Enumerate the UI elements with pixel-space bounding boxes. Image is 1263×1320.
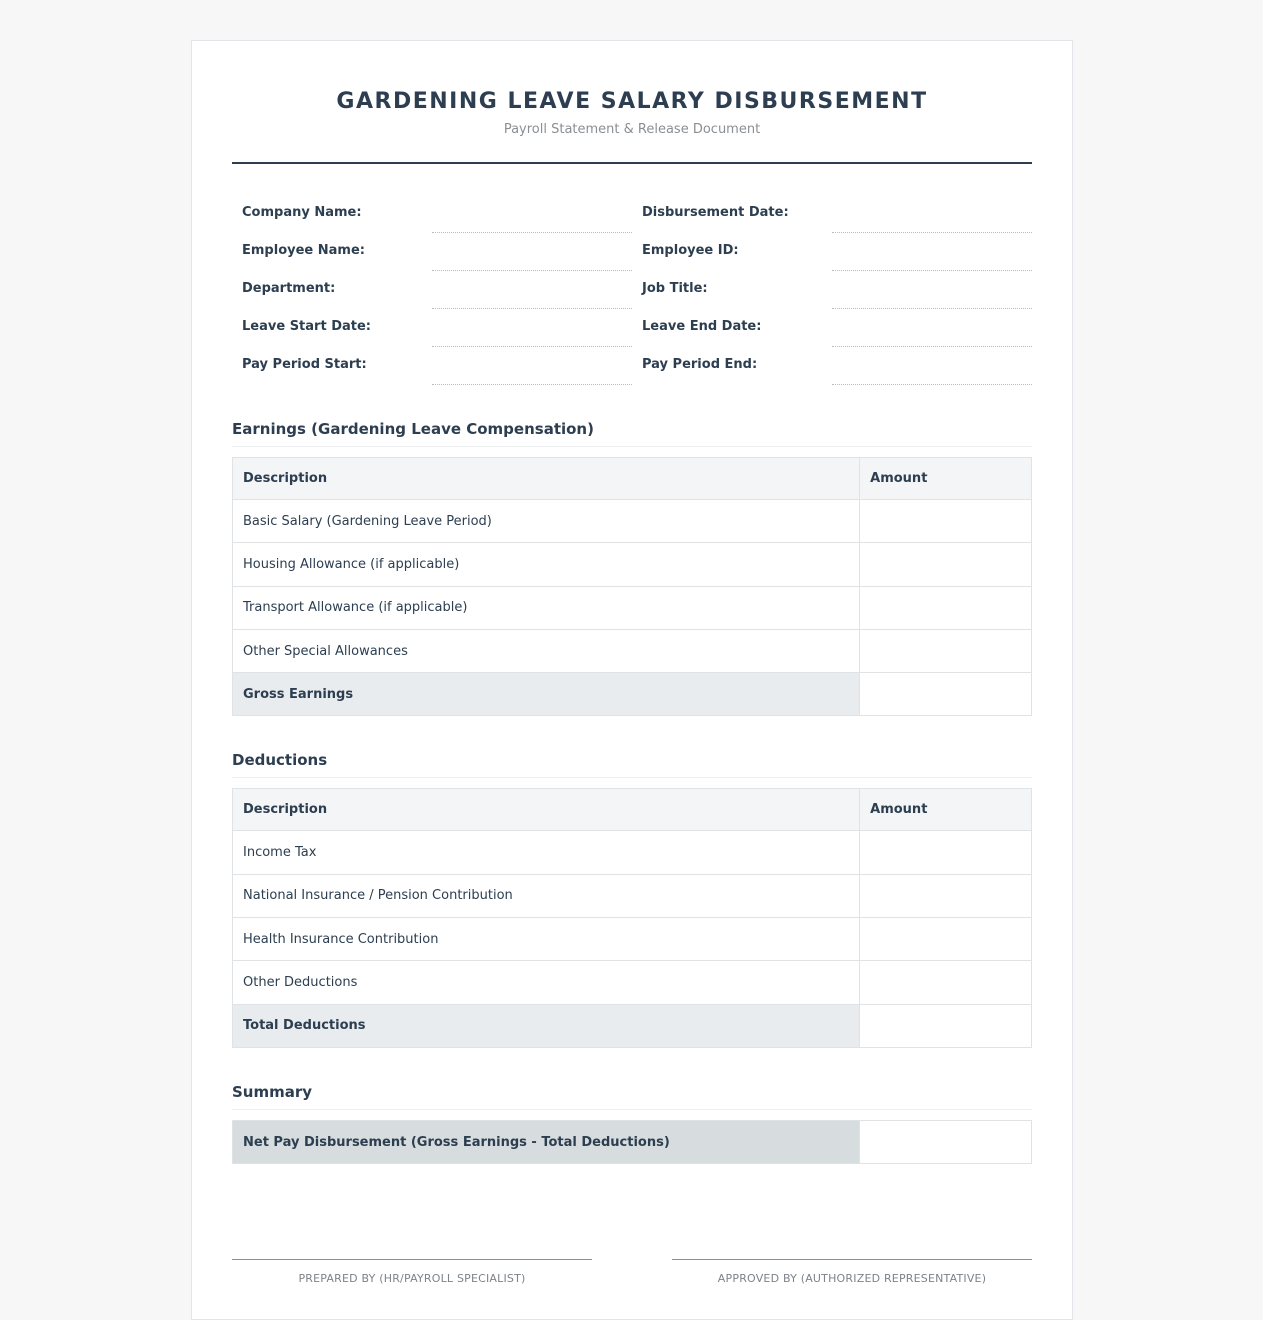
- summary-table: [232, 1120, 1032, 1164]
- employee-info-grid: [232, 195, 1032, 385]
- payroll-document: [191, 40, 1073, 1320]
- pay-period-start-label: Pay Period Start:: [242, 357, 367, 372]
- employee-id-field[interactable]: [832, 233, 1032, 271]
- signature-row: [232, 1259, 1032, 1285]
- deduction-row-label: Health Insurance Contribution: [233, 918, 860, 961]
- deduction-row-label: National Insurance / Pension Contribution: [233, 874, 860, 917]
- pay-period-end-field[interactable]: [832, 347, 1032, 385]
- employee-name-label: Employee Name:: [242, 243, 365, 258]
- company-name-label: Company Name:: [242, 205, 362, 220]
- amount-cell[interactable]: [860, 629, 1032, 672]
- leave-end-date-label: Leave End Date:: [642, 319, 762, 334]
- amount-cell[interactable]: [860, 831, 1032, 874]
- net-pay-label: Net Pay Disbursement (Gross Earnings - Total Deductions): [233, 1120, 860, 1163]
- gross-earnings-label: Gross Earnings: [233, 673, 860, 716]
- deductions-section: [232, 750, 1032, 1047]
- earnings-row-label: Housing Allowance (if applicable): [233, 543, 860, 586]
- deduction-row-label: Income Tax: [233, 831, 860, 874]
- table-row: [233, 874, 1032, 917]
- table-header-row: [233, 458, 1032, 500]
- prepared-by-label: PREPARED BY (HR/PAYROLL SPECIALIST): [298, 1272, 526, 1285]
- deduction-row-label: Other Deductions: [233, 961, 860, 1004]
- prepared-by-signature-line[interactable]: [232, 1259, 592, 1260]
- header-divider: [232, 162, 1032, 164]
- approved-by-label: APPROVED BY (AUTHORIZED REPRESENTATIVE): [717, 1272, 987, 1285]
- earnings-row-label: Transport Allowance (if applicable): [233, 586, 860, 629]
- summary-title: Summary: [232, 1082, 1032, 1110]
- leave-start-date-field[interactable]: [432, 309, 632, 347]
- deductions-table: [232, 788, 1032, 1047]
- disbursement-date-label: Disbursement Date:: [642, 205, 789, 220]
- summary-section: [232, 1082, 1032, 1164]
- table-row: [233, 831, 1032, 874]
- disbursement-date-field[interactable]: [832, 195, 1032, 233]
- total-deductions-row: [233, 1004, 1032, 1047]
- amount-header: Amount: [860, 789, 1032, 831]
- table-row: [233, 500, 1032, 543]
- amount-cell[interactable]: [860, 500, 1032, 543]
- earnings-row-label: Basic Salary (Gardening Leave Period): [233, 500, 860, 543]
- employee-id-label: Employee ID:: [642, 243, 739, 258]
- table-header-row: [233, 789, 1032, 831]
- earnings-row-label: Other Special Allowances: [233, 629, 860, 672]
- table-row: [233, 961, 1032, 1004]
- leave-start-date-label: Leave Start Date:: [242, 319, 371, 334]
- employee-name-field[interactable]: [432, 233, 632, 271]
- earnings-section: [232, 419, 1032, 716]
- prepared-by-block: [232, 1259, 592, 1285]
- amount-cell[interactable]: [860, 918, 1032, 961]
- document-header: [232, 41, 1032, 164]
- amount-cell[interactable]: [860, 543, 1032, 586]
- document-subtitle: Payroll Statement & Release Document: [503, 122, 761, 137]
- gross-earnings-amount[interactable]: [860, 673, 1032, 716]
- net-pay-row: [233, 1120, 1032, 1163]
- job-title-field[interactable]: [832, 271, 1032, 309]
- pay-period-end-label: Pay Period End:: [642, 357, 758, 372]
- department-field[interactable]: [432, 271, 632, 309]
- deductions-title: Deductions: [232, 750, 1032, 778]
- leave-end-date-field[interactable]: [832, 309, 1032, 347]
- net-pay-amount[interactable]: [860, 1120, 1032, 1163]
- total-deductions-amount[interactable]: [860, 1004, 1032, 1047]
- description-header: Description: [233, 458, 860, 500]
- approved-by-signature-line[interactable]: [672, 1259, 1032, 1260]
- department-label: Department:: [242, 281, 336, 296]
- total-deductions-label: Total Deductions: [233, 1004, 860, 1047]
- company-name-field[interactable]: [432, 195, 632, 233]
- earnings-table: [232, 457, 1032, 716]
- document-title: GARDENING LEAVE SALARY DISBURSEMENT: [336, 89, 928, 114]
- amount-cell[interactable]: [860, 961, 1032, 1004]
- table-row: [233, 629, 1032, 672]
- approved-by-block: [672, 1259, 1032, 1285]
- gross-earnings-row: [233, 673, 1032, 716]
- amount-cell[interactable]: [860, 586, 1032, 629]
- table-row: [233, 586, 1032, 629]
- earnings-title: Earnings (Gardening Leave Compensation): [232, 419, 1032, 447]
- amount-header: Amount: [860, 458, 1032, 500]
- job-title-label: Job Title:: [642, 281, 708, 296]
- pay-period-start-field[interactable]: [432, 347, 632, 385]
- table-row: [233, 543, 1032, 586]
- table-row: [233, 918, 1032, 961]
- amount-cell[interactable]: [860, 874, 1032, 917]
- description-header: Description: [233, 789, 860, 831]
